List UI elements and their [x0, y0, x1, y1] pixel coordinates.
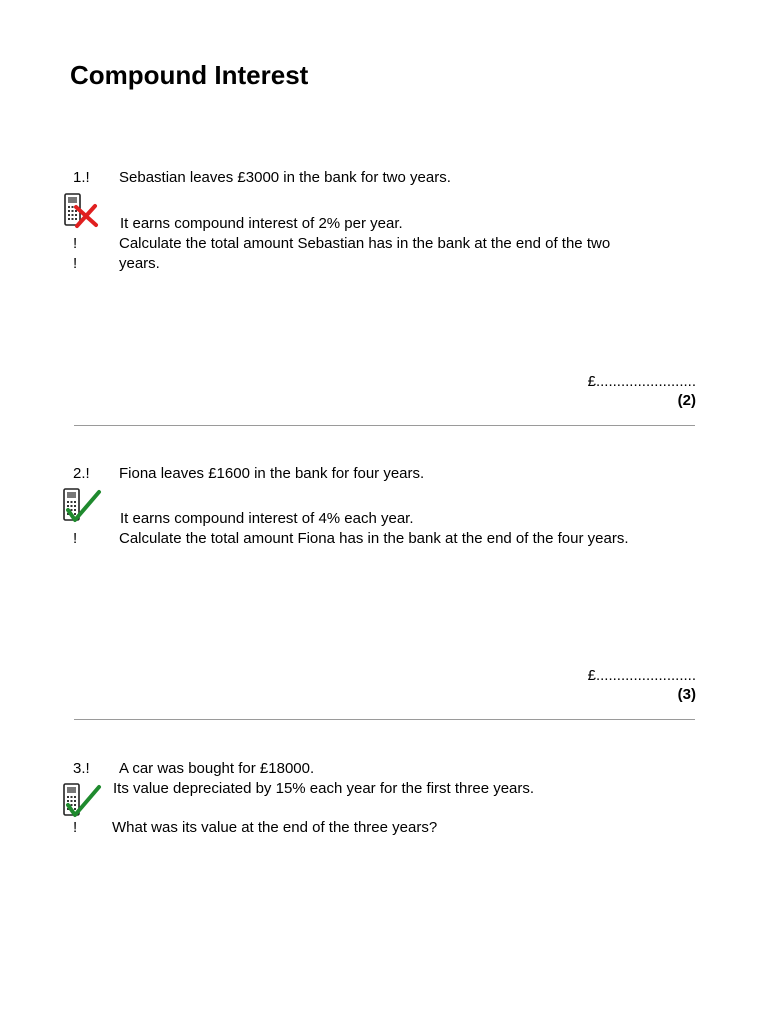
question-1-bullet-2: !: [73, 255, 78, 272]
question-1-line-1: Sebastian leaves £3000 in the bank for two years.: [119, 169, 451, 186]
marks-label: (3): [677, 686, 696, 703]
question-3-number: 3.!: [73, 760, 90, 777]
question-2-line-3: Calculate the total amount Fiona has in the bank at the end of the four years.: [119, 530, 629, 547]
question-2-number: 2.!: [73, 465, 90, 482]
question-3-bullet-1: !: [73, 819, 78, 836]
calculator-not-allowed-icon: [62, 193, 102, 229]
calculator-allowed-icon: [62, 783, 102, 819]
question-1-line-4: years.: [119, 255, 160, 272]
question-3-line-3: What was its value at the end of the three years?: [112, 819, 438, 836]
answer-line: £........................: [587, 373, 696, 390]
question-1-line-2: It earns compound interest of 2% per year.: [120, 215, 403, 232]
page-title: Compound Interest: [70, 60, 309, 90]
question-2-line-1: Fiona leaves £1600 in the bank for four years.: [119, 465, 425, 482]
question-1-bullet-1: !: [73, 235, 78, 252]
divider: [74, 719, 695, 720]
question-3-line-2: Its value depreciated by 15% each year for the first three years.: [113, 780, 535, 797]
question-2-bullet-1: !: [73, 530, 78, 547]
marks-label: (2): [677, 392, 696, 409]
divider: [74, 425, 695, 426]
question-1-number: 1.!: [73, 169, 90, 186]
question-1-line-3: Calculate the total amount Sebastian has in the bank at the end of the two: [119, 235, 611, 252]
calculator-allowed-icon: [62, 488, 102, 524]
answer-line: £........................: [587, 667, 696, 684]
question-2-line-2: It earns compound interest of 4% each year.: [120, 510, 414, 527]
question-3-line-1: A car was bought for £18000.: [119, 760, 315, 777]
